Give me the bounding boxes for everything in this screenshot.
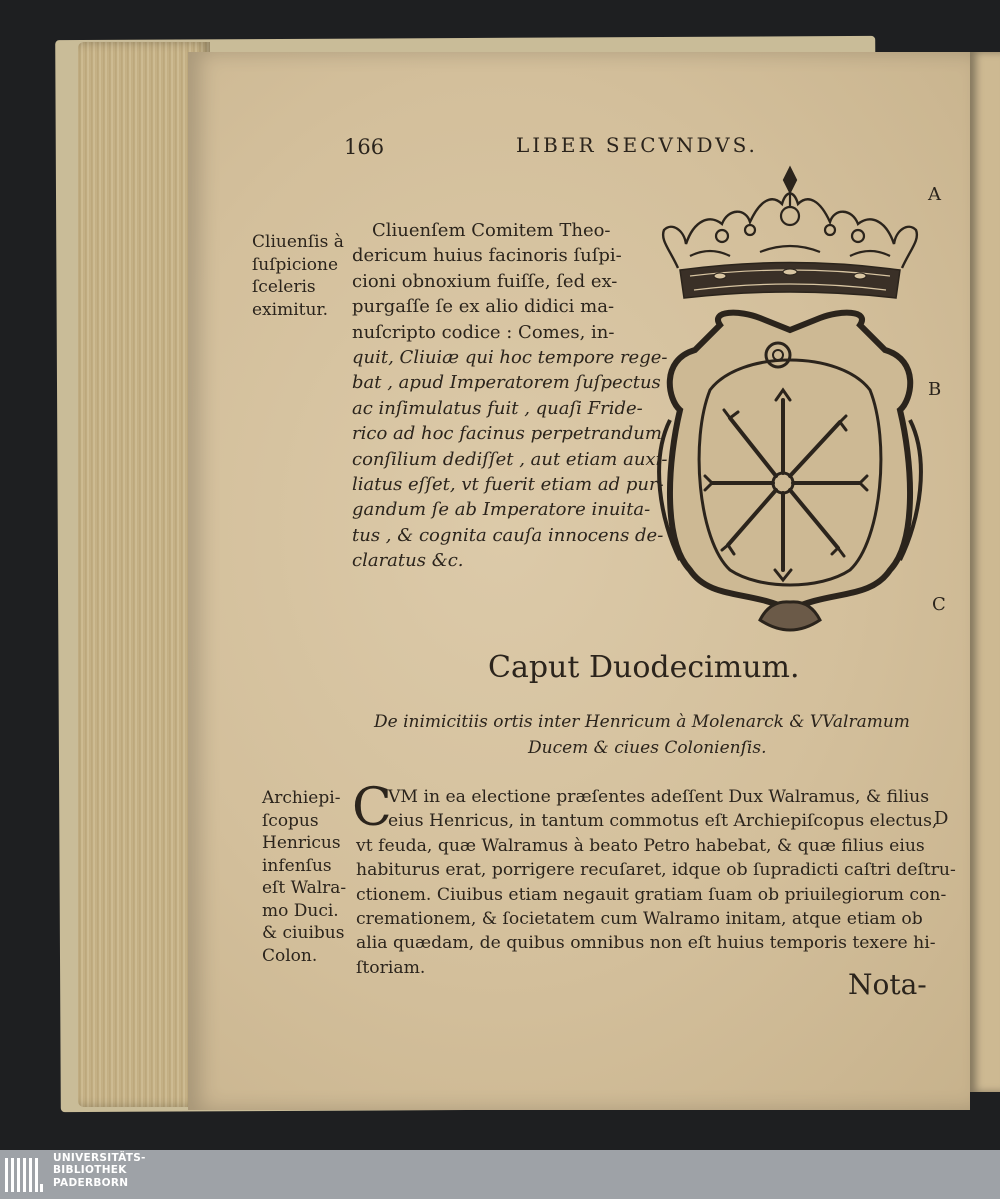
margin-letter-c: C	[932, 594, 946, 615]
coat-of-arms-illustration	[650, 160, 930, 645]
main-text-line: purgaſſe ſe ex alio didici ma-	[352, 296, 615, 318]
body-text-line: cremationem, & ſocietatem cum Walramo initam, atque etiam ob	[356, 909, 923, 930]
crown-icon	[663, 168, 917, 298]
main-text-line: rico ad hoc facinus perpetrandum	[352, 423, 662, 445]
chapter-subtitle-line-2: Ducem & ciues Colonienſis.	[528, 738, 767, 758]
library-footer-bar	[0, 1150, 1000, 1199]
main-text-line: conſilium dediſſet , aut etiam auxi-	[352, 448, 668, 470]
marginal-note-line: eſt Walra-	[262, 878, 347, 898]
marginal-note-line: infenſus	[262, 855, 332, 876]
marginal-note-line: Cliuenſis à	[252, 232, 344, 252]
main-text-line: liatus eſſet, vt fuerit etiam ad pur-	[352, 474, 664, 496]
marginal-note-line: mo Duci.	[262, 900, 339, 921]
body-text-line: vt feuda, quæ Walramus à beato Petro habebat, & quæ filius eius	[356, 835, 925, 856]
body-text-line: alia quædam, de quibus omnibus non eſt huius temporis texere hi-	[356, 933, 936, 954]
main-text-line: claratus &c.	[352, 550, 464, 572]
library-logo-icon	[4, 1154, 44, 1196]
library-logo-text	[53, 1152, 146, 1189]
main-text-line: dericum huius facinoris ſuſpi-	[352, 245, 622, 267]
marginal-note-1	[252, 231, 344, 321]
page-number: 166	[344, 135, 385, 159]
main-text-block	[352, 218, 668, 574]
marginal-note-line: & ciuibus	[262, 923, 345, 943]
logo-line: PADERBORN	[53, 1176, 129, 1189]
body-paragraph	[356, 785, 956, 980]
chapter-subtitle-line-1: De inimicitiis ortis inter Henricum à Molenarck & VValramum	[374, 712, 910, 732]
body-text-line: ctionem. Ciuibus etiam negauit gratiam ſuam ob priuilegiorum con-	[356, 884, 947, 905]
marginal-note-line: Henricus	[262, 833, 341, 853]
main-text-line: nuſcripto codice : Comes, in-	[352, 321, 615, 343]
main-text-line: ac inſimulatus fuit , quaſi Fride-	[352, 397, 643, 419]
margin-letter-b: B	[928, 379, 942, 400]
main-text-line: tus , & cognita cauſa innocens de-	[352, 524, 664, 546]
drop-cap: C	[352, 778, 392, 838]
running-head: LIBER SECVNDVS.	[516, 133, 758, 157]
marginal-note-line: Archiepi-	[262, 788, 341, 808]
logo-line: UNIVERSITÄTS-	[53, 1152, 146, 1164]
shield-icon	[659, 313, 921, 630]
main-text-line: bat , apud Imperatorem ſuſpectus	[352, 372, 661, 394]
catchword: Nota-	[848, 968, 927, 1001]
marginal-note-line: Colon.	[262, 945, 318, 966]
facing-page-edge	[968, 52, 1000, 1092]
marginal-note-line: ſcopus	[262, 810, 319, 831]
margin-letter-a: A	[928, 184, 941, 205]
main-text-line: quit, Cliuiæ qui hoc tempore rege-	[352, 347, 668, 369]
logo-line: BIBLIOTHEK	[53, 1164, 127, 1177]
marginal-note-line: eximitur.	[252, 299, 329, 320]
main-text-line: cioni obnoxium fuiſſe, ſed ex-	[352, 270, 618, 292]
marginal-note-2	[262, 787, 346, 967]
body-text-line: VM in ea electione præſentes adeſſent Dux Walramus, & filius	[388, 787, 930, 807]
body-text-line: ſtoriam.	[356, 957, 426, 978]
marginal-note-line: ſceleris	[252, 277, 316, 297]
main-text-line: gandum ſe ab Imperatore inuita-	[352, 499, 651, 521]
chapter-title: Caput Duodecimum.	[488, 650, 800, 685]
margin-letter-d: D	[934, 808, 949, 829]
body-text-line: eius Henricus, in tantum commotus eſt Archiepiſcopus electus,	[388, 811, 938, 832]
main-text-line: Cliuenſem Comitem Theo-	[372, 220, 611, 241]
body-text-line: habiturus erat, porrigere recuſaret, idque ob ſupradicti caſtri deſtru-	[356, 860, 956, 881]
marginal-note-line: ſuſpicione	[252, 254, 339, 275]
